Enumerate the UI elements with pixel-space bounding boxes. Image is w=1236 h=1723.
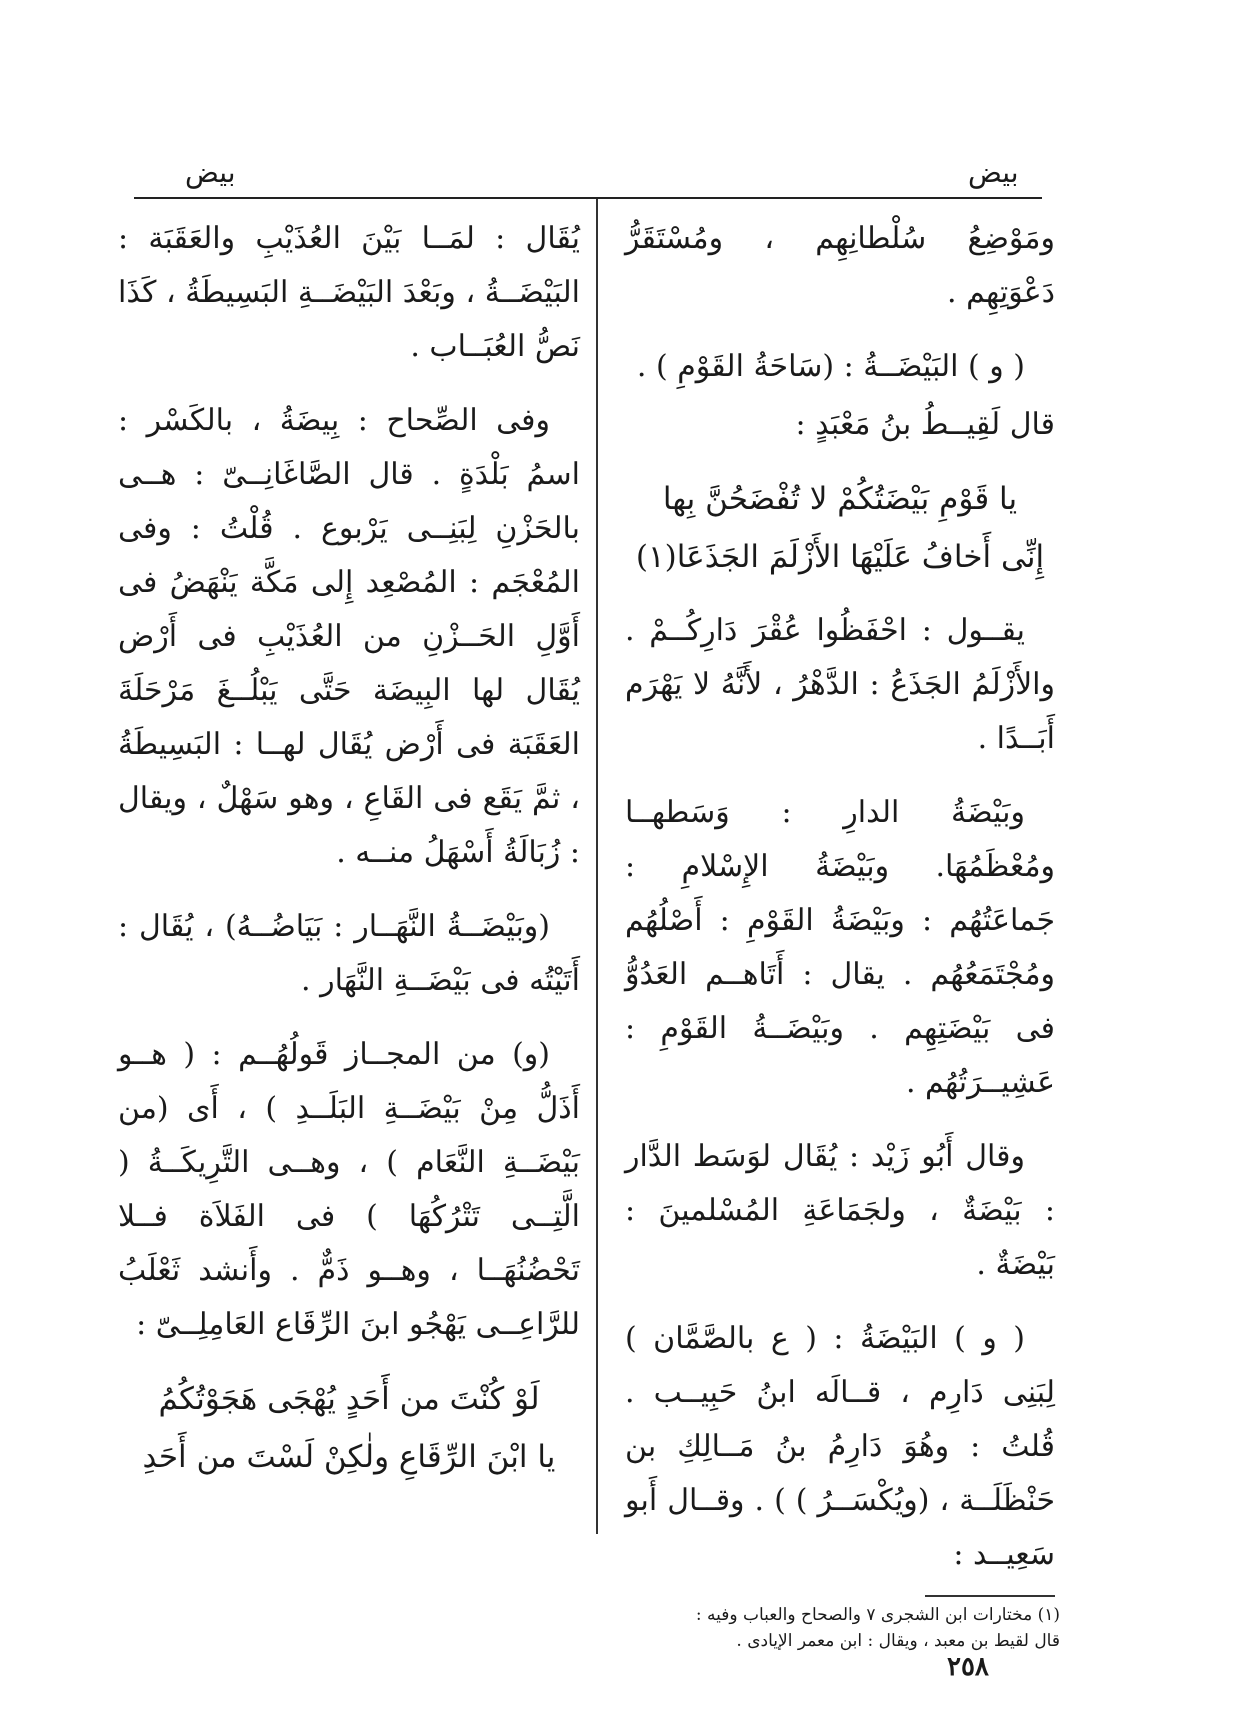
right-column <box>625 212 1055 1602</box>
footnote-line: قال لقيط بن معبد ، ويقال : ابن معمر الإيادى . <box>736 1631 1060 1651</box>
verse-line: إِنِّى أَخافُ عَلَيْهَا الأَزْلَمَ الجَذَعَا(١) <box>635 539 1045 575</box>
paragraph: (و) من المجــاز قَولُهُــم : ( هــو أَذَلُّ مِنْ بَيْضَــةِ البَلَــدِ ) ، أَى (من بَيْضَــةِ النَّعَام ) ، وهــى التَّرِيكَــةُ ( الَّتِــى تَتْرُكُهَا ) فى الفَلاَة فــلا تَحْضُنُهَــا ، وهــو ذَمٌّ . وأَنشد ثَعْلَبُ للرَّاعِــى يَهْجُو ابنَ الرِّقَاع العَامِلِــىّ : <box>118 1037 580 1342</box>
header-rule <box>134 197 1042 199</box>
right-running-head: بيض <box>968 156 1019 189</box>
verse-line: لَوْ كُنْتَ من أَحَدٍ يُهْجَى هَجَوْتُكُمُ <box>158 1381 540 1417</box>
paragraph: ( و ) البَيْضَــةُ : (سَاحَةُ القَوْمِ ) . <box>636 349 1025 384</box>
column-divider <box>596 199 598 1534</box>
paragraph: ومَوْضِعُ سُلْطانِهِم ، ومُسْتَقَرُّ دَعْوَتِهِم . <box>625 221 1055 310</box>
paragraph: يُقَال : لمَــا بَيْنَ العُذَيْبِ والعَقَبَة : البَيْضَــةُ ، وبَعْدَ البَيْضَــةِ البَسِيطَةُ ، كَذَا نَصُّ العُبَــاب . <box>118 221 580 364</box>
paragraph: وقال أَبُو زَيْد : يُقَال لوَسَط الدَّار : بَيْضَةٌ ، ولجَمَاعَةِ المُسْلمينَ : بَيْضَةٌ . <box>625 1139 1055 1282</box>
footnote-line: (١) مختارات ابن الشجرى ٧ والصحاح والعباب وفيه : <box>695 1605 1060 1625</box>
paragraph: وفى الصِّحاح : بِيضَةُ ، بالكَسْر : اسمُ بَلْدَةٍ . قال الصَّاغَانِــىّ : هــى بالحَزْنِ لِبَنِــى يَرْبوع . قُلْتُ : وفى المُعْجَم : المُصْعِد إِلى مَكَّة يَنْهَضُ فى أَوَّلِ الحَــزْنِ من العُذَيْبِ فى أَرْض يُقَال لها البِيضَة حَتَّى يَبْلُــغَ مَرْحَلَةَ العَقَبَة فى أَرْض يُقَال لهــا : البَسِيطَةُ ، ثمَّ يَقَع فى القَاعِ ، وهو سَهْلٌ ، ويقال : زُبَالَةُ أَسْهَلُ منــه . <box>118 403 580 870</box>
paragraph: قال لَقِيــطُ بنُ مَعْبَدٍ : <box>795 407 1055 442</box>
paragraph: ( و ) البَيْضَةُ : ( ع بالصَّمَّان ) لِبَنِى دَارِم ، قــالَه ابنُ حَبِيــب . قُلتُ : وهُوَ دَارِمُ بنُ مَــالِكِ بن حَنْظَلَــة ، (ويُكْسَــرُ ) ) . وقــال أَبو سَعِيــد : <box>625 1321 1055 1572</box>
paragraph: وبَيْضَةُ الدارِ : وَسَطهــا ومُعْظَمُهَا. وبَيْضَةُ الإِسْلامِ : جَماعَتُهُم : وبَيْضَةُ القَوْمِ : أَصْلُهُم ومُجْتَمَعُهُم . يقال : أَتَاهــم العَدُوُّ فى بَيْضَتِهِم . وبَيْضَــةُ القَوْمِ : عَشِيــرَتُهُم . <box>625 795 1055 1100</box>
paragraph: يقــول : احْفَظُوا عُقْرَ دَارِكُــمْ . والأَزْلَمُ الجَذَعُ : الدَّهْرُ ، لأَنَّهُ لا يَهْرَم أَبَــدًا . <box>625 613 1055 756</box>
verse-line: يا قَوْمِ بَيْضَتُكُمْ لا تُفْضَحُنَّ بِها <box>662 481 1018 517</box>
left-column <box>118 212 580 1488</box>
left-running-head: بيض <box>185 156 236 189</box>
paragraph: (وبَيْضَــةُ النَّهَــار : بَيَاضُــهُ) ، يُقَال : أَتَيْتُه فى بَيْضَــةِ النَّهَار . <box>118 909 580 998</box>
footnote <box>620 1602 1060 1654</box>
footnote-rule <box>925 1595 1055 1597</box>
verse-line: يا ابْنَ الرِّقَاعِ ولٰكِنْ لَسْتَ من أَحَدِ <box>142 1439 556 1475</box>
page-number: ٢٥٨ <box>947 1652 989 1682</box>
